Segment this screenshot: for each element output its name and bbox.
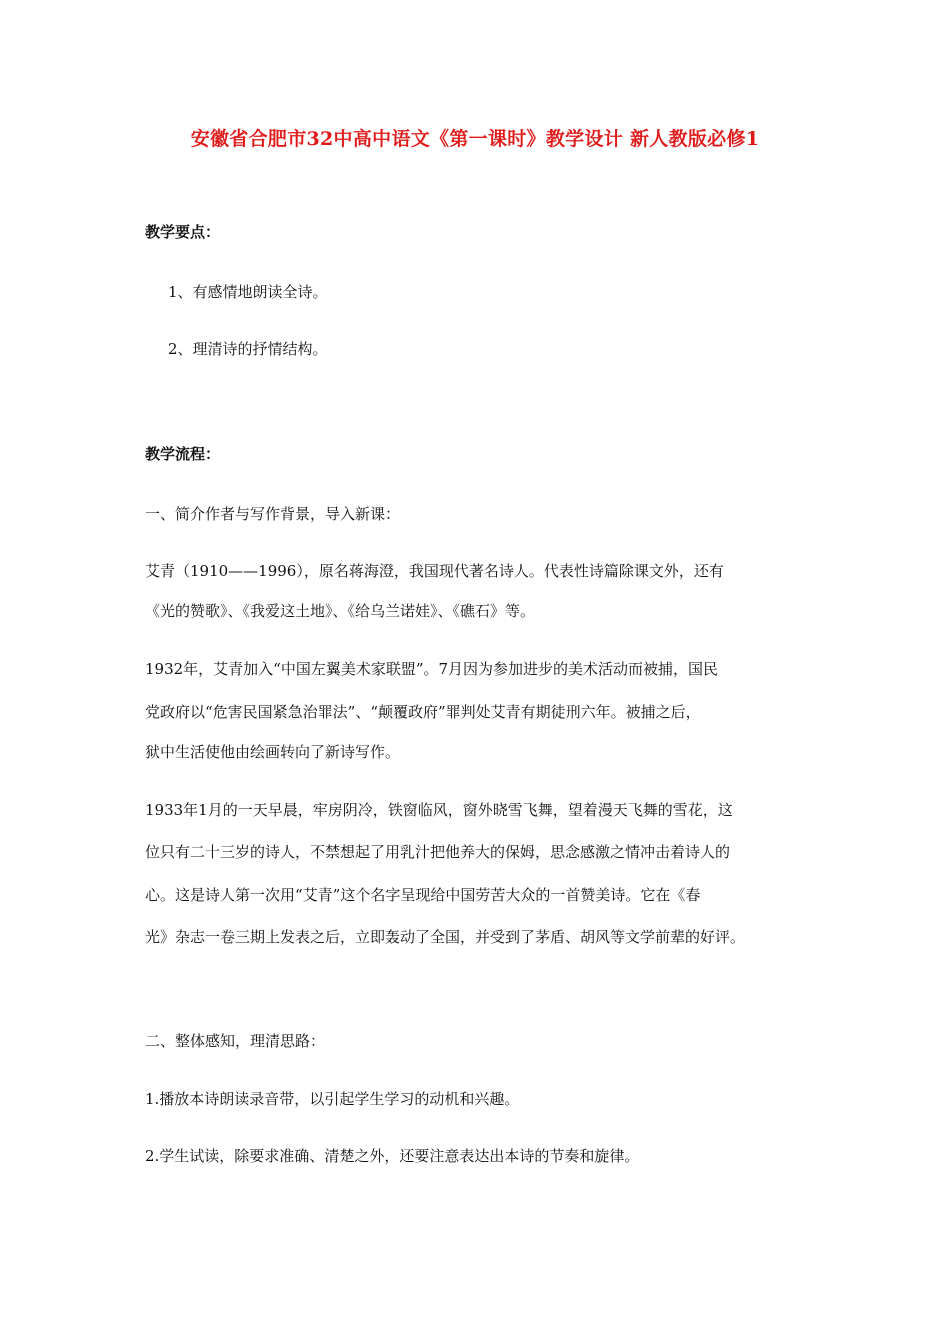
key-points-heading: 教学要点： bbox=[145, 223, 221, 241]
key-point-item: 2、理清诗的抒情结构。 bbox=[168, 340, 328, 358]
document-title: 安徽省合肥市32中高中语文《第一课时》教学设计 新人教版必修1 bbox=[190, 128, 760, 150]
paragraph-line: 《光的赞歌》、《我爱这土地》、《给乌兰诺娃》、《礁石》等。 bbox=[145, 602, 536, 620]
paragraph-line: 光》杂志一卷三期上发表之后，立即轰动了全国，并受到了茅盾、胡风等文学前辈的好评。 bbox=[145, 928, 746, 946]
paragraph-line: 位只有二十三岁的诗人，不禁想起了用乳汁把他养大的保姆，思念感激之情冲击着诗人的 bbox=[145, 843, 731, 861]
paragraph-line: 心。这是诗人第一次用“艾青”这个名字呈现给中国劳苦大众的一首赞美诗。它在《春 bbox=[145, 886, 701, 904]
paragraph-line: 1933年1月的一天早晨，牢房阴冷，铁窗临风，窗外晓雪飞舞，望着漫天飞舞的雪花，这 bbox=[145, 801, 733, 819]
paragraph-line: 党政府以“危害民国紧急治罪法”、“颠覆政府”罪判处艾青有期徒刑六年。被捕之后， bbox=[145, 703, 701, 721]
key-point-item: 1、有感情地朗读全诗。 bbox=[168, 283, 328, 301]
section-2-heading: 二、整体感知，理清思路： bbox=[145, 1032, 326, 1050]
paragraph-line: 狱中生活使他由绘画转向了新诗写作。 bbox=[145, 743, 401, 761]
paragraph-line: 艾青（1910——1996），原名蒋海澄，我国现代著名诗人。代表性诗篇除课文外，还有 bbox=[145, 562, 724, 580]
paragraph-line: 1932年，艾青加入“中国左翼美术家联盟”。7月因为参加进步的美术活动而被捕，国民 bbox=[145, 660, 719, 678]
step-item: 2.学生试读，除要求准确、清楚之外，还要注意表达出本诗的节奏和旋律。 bbox=[145, 1147, 640, 1165]
section-1-heading: 一、简介作者与写作背景，导入新课： bbox=[145, 505, 401, 523]
process-heading: 教学流程： bbox=[145, 445, 221, 463]
step-item: 1.播放本诗朗读录音带，以引起学生学习的动机和兴趣。 bbox=[145, 1090, 520, 1108]
